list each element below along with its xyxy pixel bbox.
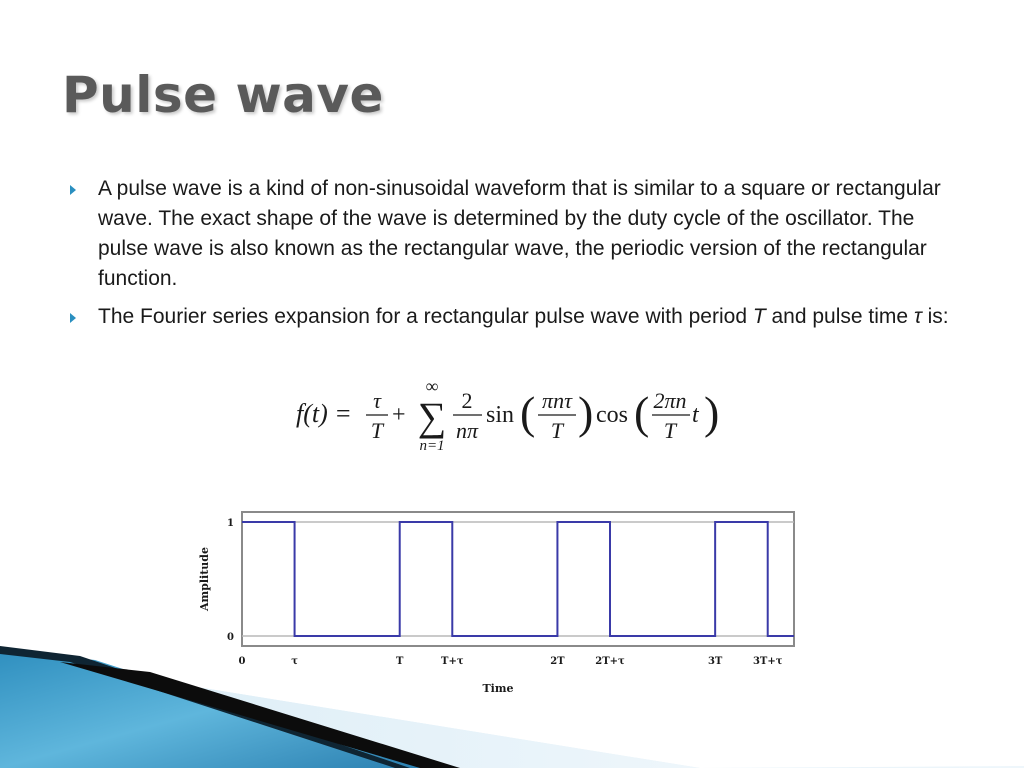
formula-arg1-den: T bbox=[550, 418, 564, 443]
formula-T: T bbox=[370, 418, 384, 443]
formula-paren: ( bbox=[520, 387, 536, 438]
formula-arg2-num: 2πn bbox=[653, 388, 687, 413]
x-tick-label: T bbox=[395, 656, 404, 667]
x-axis-label: Time bbox=[482, 682, 514, 695]
formula-sum-lower: n=1 bbox=[419, 438, 445, 454]
x-tick-label: 2T bbox=[550, 656, 565, 667]
bullet-text: A pulse wave is a kind of non-sinusoidal waveform that is similar to a square or rectangular wave. The exact shape of the wave is determined by the duty cycle of the oscillator. The pulse wave is also known as the rectangular wave, the periodic version of the rectangular function. bbox=[98, 177, 941, 290]
y-axis-label: Amplitude bbox=[198, 547, 211, 611]
bullet-text: The Fourier series expansion for a rectangular pulse wave with period bbox=[98, 305, 753, 328]
formula-arg1-num: πnτ bbox=[542, 388, 572, 413]
period-symbol: T bbox=[752, 305, 766, 328]
formula-tau: τ bbox=[373, 388, 381, 413]
formula-sin: sin bbox=[486, 402, 515, 428]
formula-plus: + bbox=[392, 402, 406, 428]
x-tick-label: 3T+τ bbox=[752, 656, 783, 667]
formula-lhs: f(t) = bbox=[296, 399, 352, 428]
formula-paren: ) bbox=[578, 387, 594, 438]
formula-sum-symbol: ∑ bbox=[417, 394, 447, 439]
y-tick-label: 1 bbox=[227, 518, 234, 529]
formula-paren: ( bbox=[634, 387, 650, 438]
formula-paren: ) bbox=[704, 387, 720, 438]
slide-title: Pulse wave bbox=[62, 66, 384, 124]
y-tick-label: 0 bbox=[227, 632, 234, 643]
x-tick-label: 3T bbox=[707, 656, 723, 667]
x-tick-label: 0 bbox=[238, 656, 246, 667]
formula-sum-upper: ∞ bbox=[425, 378, 439, 396]
formula-t: t bbox=[692, 402, 699, 428]
formula-arg2-den: T bbox=[663, 418, 677, 443]
formula-coef-num: 2 bbox=[461, 388, 473, 413]
formula-coef-den: nπ bbox=[455, 418, 479, 443]
x-tick-label: τ bbox=[291, 656, 298, 667]
bullet-text: and pulse time bbox=[765, 305, 914, 328]
formula-cos: cos bbox=[596, 402, 628, 428]
x-tick-label: 2T+τ bbox=[595, 656, 625, 667]
bullet-text: is: bbox=[921, 305, 949, 328]
x-tick-label: T+τ bbox=[441, 656, 464, 667]
pulse-time-symbol: τ bbox=[913, 305, 922, 328]
